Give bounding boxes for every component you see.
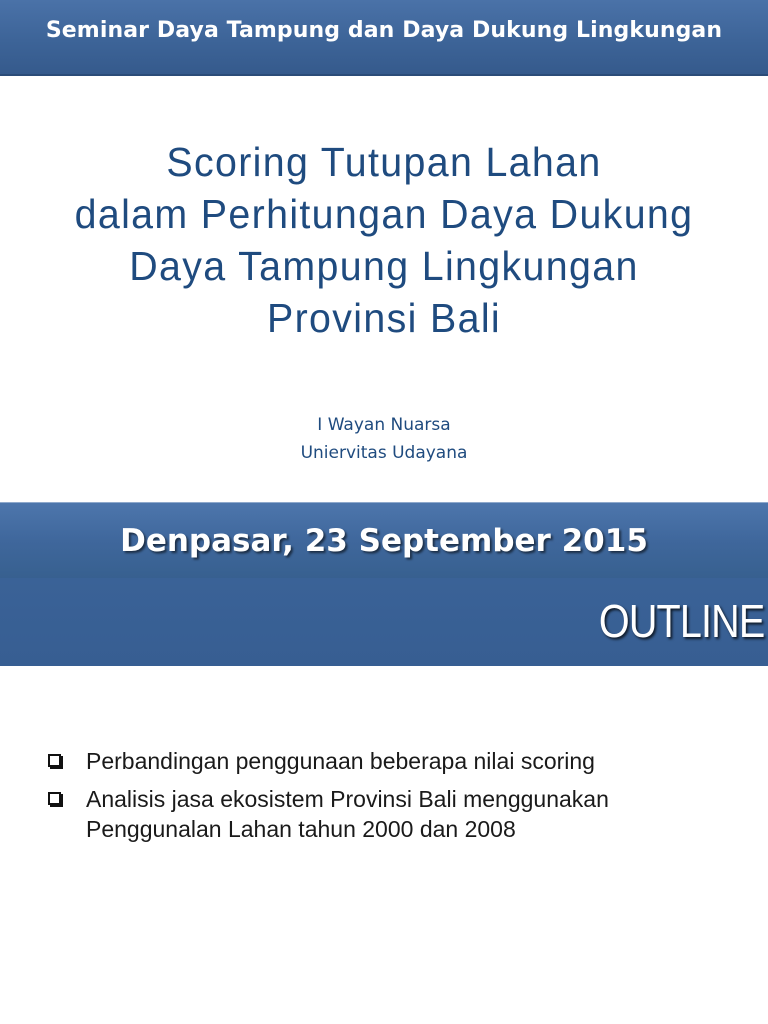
seminar-title: Seminar Daya Tampung dan Daya Dukung Lingkungan <box>45 18 723 43</box>
title-line-1: Scoring Tutupan Lahan <box>166 139 602 185</box>
outline-banner <box>0 578 768 666</box>
author-affiliation: Uniervitas Udayana <box>300 443 468 463</box>
seminar-header-banner <box>0 0 768 76</box>
author-name: I Wayan Nuarsa <box>317 415 451 435</box>
checkbox-bullet-icon <box>48 754 61 767</box>
date-banner <box>0 502 768 579</box>
list-item-text-continued: Penggunalan Lahan tahun 2000 dan 2008 <box>86 816 516 842</box>
list-item <box>48 746 738 776</box>
outline-list <box>48 746 738 852</box>
list-item-text: Analisis jasa ekosistem Provinsi Bali menggunakan <box>86 786 609 812</box>
list-item-text: Perbandingan penggunaan beberapa nilai scoring <box>86 748 595 774</box>
date-location-text: Denpasar, 23 September 2015 <box>120 523 648 559</box>
list-item <box>48 784 738 844</box>
title-line-3: Daya Tampung Lingkungan <box>129 243 639 289</box>
checkbox-bullet-icon <box>48 792 61 805</box>
author-block <box>0 411 768 467</box>
outline-heading: OUTLINE <box>598 595 764 647</box>
title-line-2: dalam Perhitungan Daya Dukung <box>74 191 694 237</box>
title-line-4: Provinsi Bali <box>266 295 502 341</box>
presentation-title <box>15 136 752 344</box>
